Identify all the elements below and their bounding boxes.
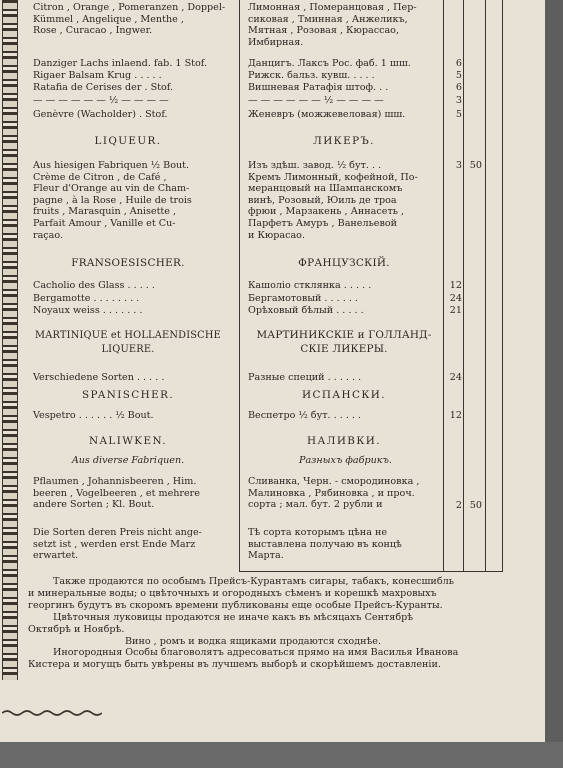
price-liqueur-kop: 50 xyxy=(469,160,482,171)
row-verschiedene-right: Разные специй . . . . . . xyxy=(248,372,362,383)
row-rigaer-right: Рижск. бальз. кувш. . . . . xyxy=(248,70,375,81)
nal-right: Сливанка, Черн. - смородиновка , Малиновка , Рябиновка , и проч. сорта ; мал. бут. 2 рубли и xyxy=(248,476,420,511)
section-mart-de: MARTINIQUE et HOLLAENDISCHE LIQUERE. xyxy=(35,330,221,355)
row-ratafia-left: Ratafia de Cerises der . Stof. xyxy=(33,82,174,93)
ornamental-border xyxy=(2,0,18,680)
decorative-wave-rule xyxy=(2,708,102,718)
column-divider-kopek xyxy=(463,0,464,572)
price-lachs: 6 xyxy=(455,58,462,69)
page-shadow-right xyxy=(545,0,563,768)
price-nal-kop: 50 xyxy=(469,500,482,511)
price-nal-rub: 2 xyxy=(455,500,462,511)
row-citron-right: Лимонная , Померанцовая , Пер- сиковая , Тминная , Анжеликъ, Мятная , Розовая , Кюрассао, Имбирная. xyxy=(248,2,417,48)
price-liqueur-rub: 3 xyxy=(455,160,462,171)
section-liqueur-de: LIQUEUR. xyxy=(94,135,162,147)
row-ratafia-right: Вишневая Ратафія штоф. . . xyxy=(248,82,389,93)
page-shadow-bottom xyxy=(0,742,563,768)
row-bergamotte-left: Bergamotte . . . . . . . . xyxy=(33,293,140,304)
row-genevre-left: Genèvre (Wacholder) . Stof. xyxy=(33,109,168,120)
price-note-left: Die Sorten deren Preis nicht ange- setzt ist , werden erst Ende Marz erwartet. xyxy=(33,527,202,562)
price-vespetro: 12 xyxy=(449,410,462,421)
row-genevre-right: Женевръ (можжевеловая) шш. xyxy=(248,109,406,120)
nal-left: Pflaumen , Johannisbeeren , Him. beeren , Vogelbeeren , et mehrere andere Sorten ; Kl. Bout. xyxy=(33,476,200,511)
table-bottom-rule xyxy=(240,571,503,572)
price-noyaux: 21 xyxy=(449,305,462,316)
row-verschiedene-left: Verschiedene Sorten . . . . . xyxy=(33,372,165,383)
row-noyaux-right: Орѣховый бѣлый . . . . . xyxy=(248,305,364,316)
footer-notice: Также продаются по особымъ Прейсъ-Курантамъ сигары, табакъ, конесшибль и минеральные воды; о цвѣточныхъ и огородныхъ сѣменъ и корешкѣ махровыхъ георгинъ будутъ въ скоромъ времени публикованы еще особые Прейсъ-Куранты. Цвѣточныя луковицы продаются не иначе какъ въ мѣсяцахъ Сентябрѣ Октябрѣ и Ноябрѣ. Вино , ромъ и водка ящиками продаются сходнѣе. Иногородныя Особы благоволятъ адресоваться прямо на имя Василья Иванова Кистера и могущъ быть увѣрены въ лучшемъ выборѣ и скорѣйшемъ доставленіи. xyxy=(28,576,459,671)
row-half-left: — — — — — — ½ — — — — xyxy=(33,95,169,106)
row-bergamotte-right: Бергамотовый . . . . . . xyxy=(248,293,358,304)
price-genevre: 5 xyxy=(455,109,462,120)
row-half-right: — — — — — — ½ — — — — xyxy=(248,95,384,106)
liqueur-right: Изъ здѣш. завод. ½ бут. . . Кремъ Лимонный, кофейной, По- меранцовый на Шампанскомъ винѣ, Розовый, Юиль де троа фрюи , Марзакень , Аннасеть , Парфетъ Амуръ , Ванельевой и Кюрасао. xyxy=(248,160,418,241)
price-verschiedene: 24 xyxy=(449,372,462,383)
row-citron-left: Citron , Orange , Pomeranzen , Doppel- Kümmel , Angelique , Menthe , Rose , Curacao , Ingwer. xyxy=(33,2,226,37)
liqueur-left: Aus hiesigen Fabriquen ½ Bout. Crème de Citron , de Café , Fleur d'Orange au vin de Cham- pagne , à la Rose , Huile de trois fruits , Marasquin , Anisette , Parfait Amour , Vanille et Cu- raçao. xyxy=(33,160,192,241)
section-fr-de: FRANSOESISCHER. xyxy=(71,257,185,269)
section-nal-ru: НАЛИВКИ. xyxy=(307,435,381,447)
row-vespetro-right: Веспетро ½ бут. . . . . . xyxy=(248,410,362,421)
column-divider-edge xyxy=(502,0,503,572)
price-half: 3 xyxy=(455,95,462,106)
section-mart-ru: МАРТИНИКСКІЕ и ГОЛЛАНД- СКІЕ ЛИКЕРЫ. xyxy=(256,329,432,355)
price-ratafia: 6 xyxy=(455,82,462,93)
column-divider-center xyxy=(239,0,240,572)
row-cacholio-right: Кашоліо стклянка . . . . . xyxy=(248,280,372,291)
nal-subtitle-ru: Разныхъ фабрикъ. xyxy=(299,455,392,466)
price-bergamotte: 24 xyxy=(449,293,462,304)
price-note-right: Тѣ сорта которымъ цѣна не выставлена получаю въ концѣ Марта. xyxy=(248,527,402,562)
row-noyaux-left: Noyaux weiss . . . . . . . xyxy=(33,305,143,316)
section-sp-ru: ИСПАНСКИ. xyxy=(302,389,386,401)
price-rigaer: 5 xyxy=(455,70,462,81)
row-lachs-right: Данцигъ. Лаксъ Рос. фаб. 1 шш. xyxy=(248,58,411,69)
price-cacholio: 12 xyxy=(449,280,462,291)
section-liqueur-ru: ЛИКЕРЪ. xyxy=(313,135,375,147)
nal-subtitle-de: Aus diverse Fabriquen. xyxy=(71,455,185,466)
section-nal-de: NALIWKEN. xyxy=(89,435,167,447)
column-divider-right xyxy=(485,0,486,572)
row-cacholio-left: Cacholio des Glass . . . . . xyxy=(33,280,155,291)
section-fr-ru: ФРАНЦУЗСКІЙ. xyxy=(298,257,390,269)
section-sp-de: SPANISCHER. xyxy=(81,389,175,401)
row-lachs-left: Danziger Lachs inlaend. fab. 1 Stof. xyxy=(33,58,208,69)
row-rigaer-left: Rigaer Balsam Krug . . . . . xyxy=(33,70,162,81)
row-vespetro-left: Vespetro . . . . . . ½ Bout. xyxy=(33,410,154,421)
